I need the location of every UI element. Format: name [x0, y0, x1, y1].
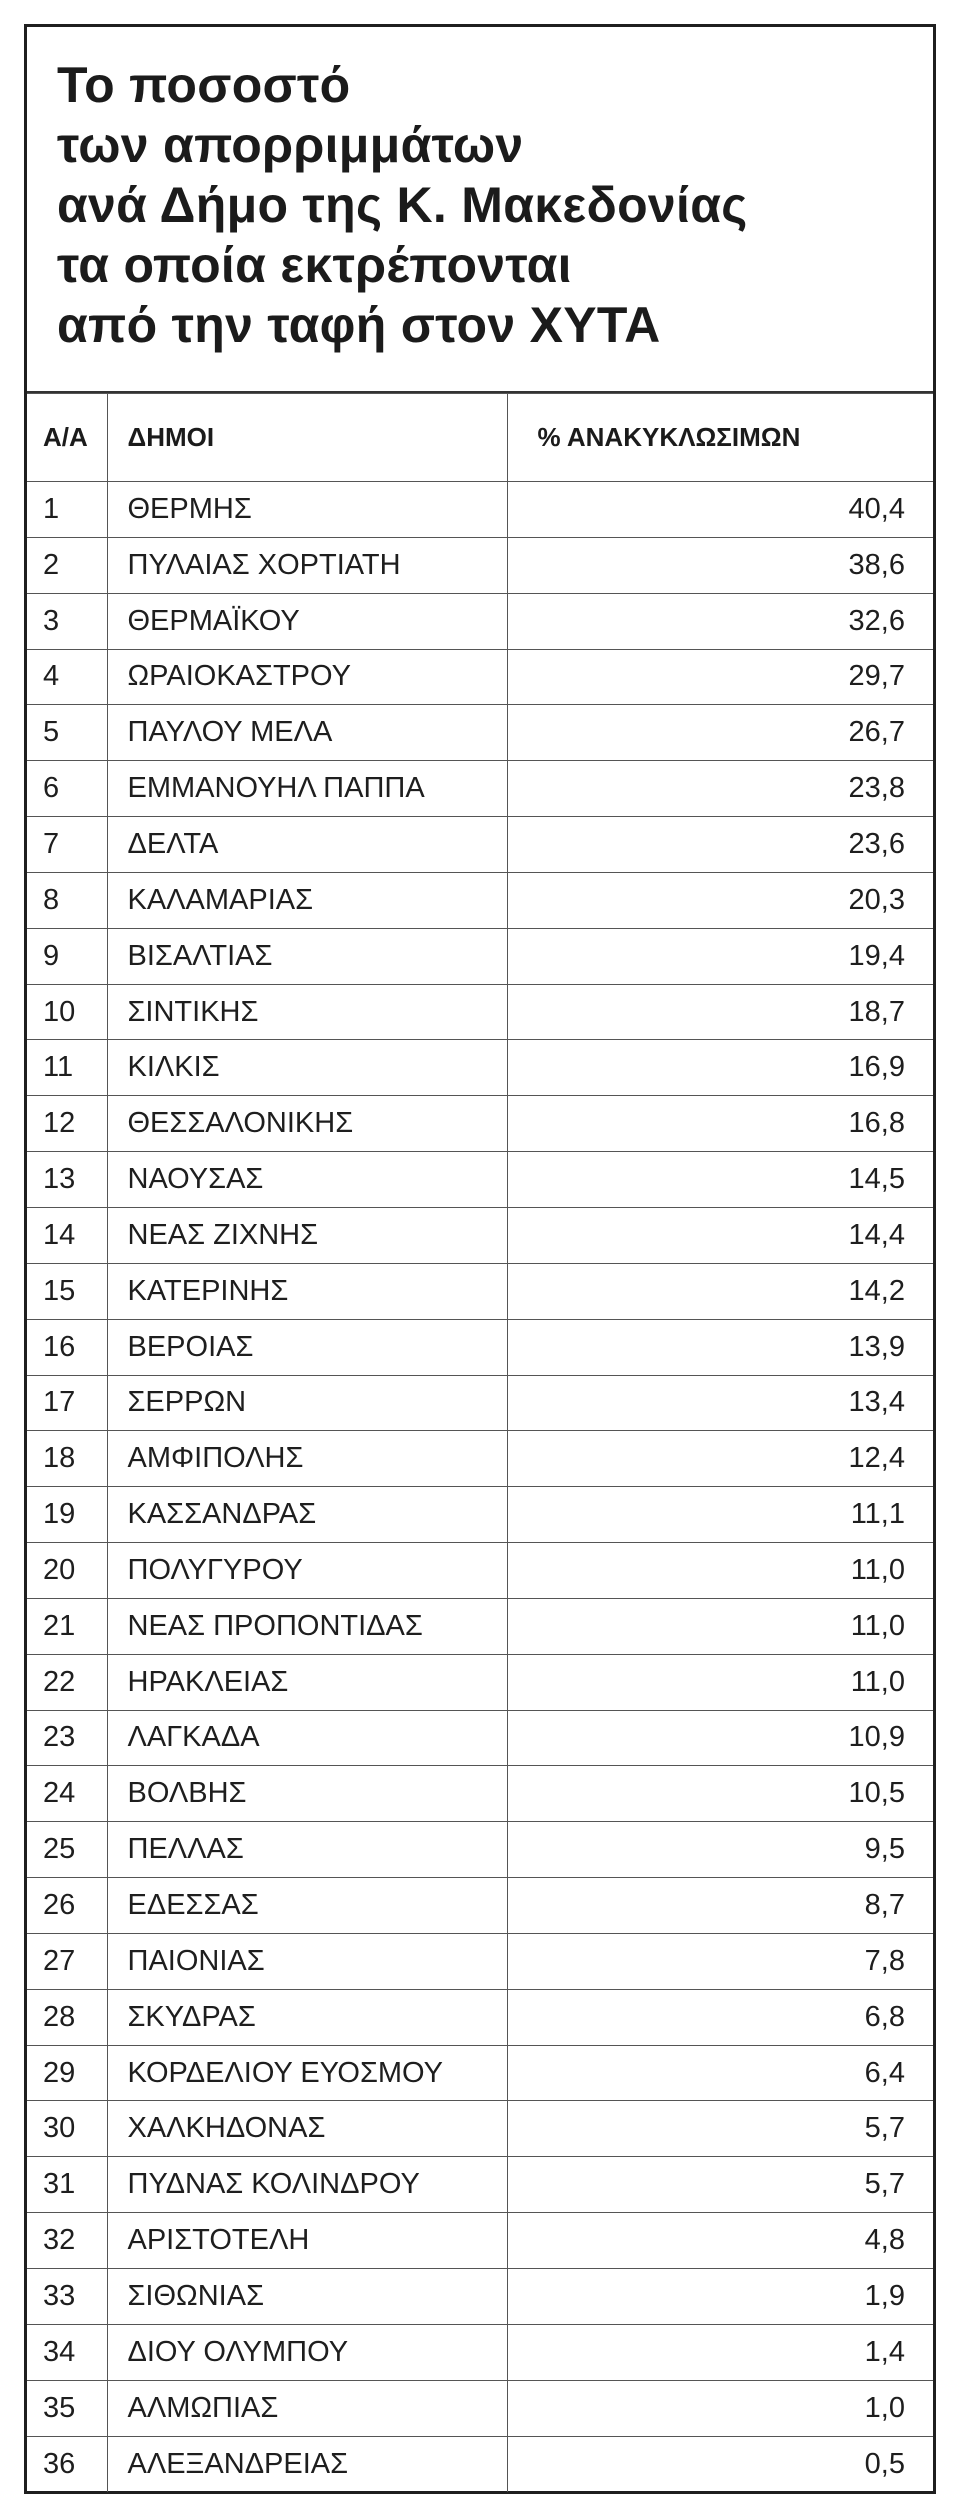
row-number-cell: 12 [27, 1096, 107, 1152]
recyclables-percent-cell: 20,3 [507, 872, 933, 928]
row-number-cell: 3 [27, 593, 107, 649]
row-number-cell: 6 [27, 761, 107, 817]
table-row [27, 1319, 933, 1375]
municipality-name-cell: ΑΛΜΩΠΙΑΣ [107, 2380, 507, 2436]
table-row [27, 761, 933, 817]
table-row [27, 2436, 933, 2492]
table-row [27, 1096, 933, 1152]
table-row [27, 2269, 933, 2325]
table-row [27, 872, 933, 928]
recyclables-percent-cell: 7,8 [507, 1933, 933, 1989]
recyclables-percent-cell: 19,4 [507, 928, 933, 984]
municipality-name-cell: ΑΛΕΞΑΝΔΡΕΙΑΣ [107, 2436, 507, 2492]
row-number-cell: 5 [27, 705, 107, 761]
municipality-name-cell: ΘΕΣΣΑΛΟΝΙΚΗΣ [107, 1096, 507, 1152]
row-number-cell: 28 [27, 1989, 107, 2045]
table-row [27, 2157, 933, 2213]
row-number-cell: 14 [27, 1207, 107, 1263]
row-number-cell: 34 [27, 2324, 107, 2380]
table-row [27, 1598, 933, 1654]
municipality-name-cell: ΣΚΥΔΡΑΣ [107, 1989, 507, 2045]
recyclables-percent-cell: 23,6 [507, 817, 933, 873]
recyclables-percent-cell: 16,9 [507, 1040, 933, 1096]
recyclables-percent-cell: 4,8 [507, 2213, 933, 2269]
municipality-name-cell: ΩΡΑΙΟΚΑΣΤΡΟΥ [107, 649, 507, 705]
title-line: από την ταφή στον ΧΥΤΑ [57, 297, 661, 353]
recyclables-percent-cell: 13,9 [507, 1319, 933, 1375]
municipality-name-cell: ΣΙΝΤΙΚΗΣ [107, 984, 507, 1040]
row-number-cell: 35 [27, 2380, 107, 2436]
table-row [27, 649, 933, 705]
municipality-name-cell: ΠΥΔΝΑΣ ΚΟΛΙΝΔΡΟΥ [107, 2157, 507, 2213]
row-number-cell: 4 [27, 649, 107, 705]
title-line: τα οποία εκτρέπονται [57, 237, 572, 293]
row-number-cell: 24 [27, 1766, 107, 1822]
row-number-cell: 7 [27, 817, 107, 873]
recyclables-percent-cell: 10,9 [507, 1710, 933, 1766]
table-row [27, 537, 933, 593]
row-number-cell: 29 [27, 2045, 107, 2101]
table-row [27, 2324, 933, 2380]
row-number-cell: 19 [27, 1487, 107, 1543]
table-row [27, 1822, 933, 1878]
municipality-name-cell: ΕΜΜΑΝΟΥΗΛ ΠΑΠΠΑ [107, 761, 507, 817]
table-row [27, 705, 933, 761]
row-number-cell: 9 [27, 928, 107, 984]
recyclables-percent-cell: 1,0 [507, 2380, 933, 2436]
table-row [27, 1487, 933, 1543]
recyclables-percent-cell: 38,6 [507, 537, 933, 593]
row-number-cell: 18 [27, 1431, 107, 1487]
row-number-cell: 15 [27, 1263, 107, 1319]
municipality-name-cell: ΛΑΓΚΑΔΑ [107, 1710, 507, 1766]
table-header-row [27, 394, 933, 482]
table-row [27, 1989, 933, 2045]
municipality-table [27, 393, 933, 2492]
recyclables-percent-cell: 14,4 [507, 1207, 933, 1263]
row-number-cell: 2 [27, 537, 107, 593]
municipality-name-cell: ΕΔΕΣΣΑΣ [107, 1878, 507, 1934]
municipality-name-cell: ΘΕΡΜΑΪΚΟΥ [107, 593, 507, 649]
table-row [27, 1375, 933, 1431]
table-row [27, 1431, 933, 1487]
row-number-cell: 36 [27, 2436, 107, 2492]
municipality-name-cell: ΗΡΑΚΛΕΙΑΣ [107, 1654, 507, 1710]
municipality-name-cell: ΧΑΛΚΗΔΟΝΑΣ [107, 2101, 507, 2157]
title-block [27, 27, 933, 393]
row-number-cell: 30 [27, 2101, 107, 2157]
row-number-cell: 1 [27, 482, 107, 538]
row-number-cell: 8 [27, 872, 107, 928]
municipality-name-cell: ΚΑΤΕΡΙΝΗΣ [107, 1263, 507, 1319]
recyclables-percent-cell: 16,8 [507, 1096, 933, 1152]
municipality-name-cell: ΑΜΦΙΠΟΛΗΣ [107, 1431, 507, 1487]
municipality-name-cell: ΑΡΙΣΤΟΤΕΛΗ [107, 2213, 507, 2269]
table-row [27, 1543, 933, 1599]
table-row [27, 1207, 933, 1263]
municipality-name-cell: ΚΑΛΑΜΑΡΙΑΣ [107, 872, 507, 928]
table-row [27, 1933, 933, 1989]
municipality-name-cell: ΠΑΙΟΝΙΑΣ [107, 1933, 507, 1989]
municipality-name-cell: ΝΕΑΣ ΖΙΧΝΗΣ [107, 1207, 507, 1263]
title-line: ανά Δήμο της Κ. Μακεδονίας [57, 177, 748, 233]
row-number-cell: 21 [27, 1598, 107, 1654]
row-number-cell: 23 [27, 1710, 107, 1766]
table-row [27, 1878, 933, 1934]
municipality-name-cell: ΠΟΛΥΓΥΡΟΥ [107, 1543, 507, 1599]
row-number-cell: 16 [27, 1319, 107, 1375]
municipality-name-cell: ΝΑΟΥΣΑΣ [107, 1152, 507, 1208]
table-row [27, 2045, 933, 2101]
recyclables-percent-cell: 11,0 [507, 1598, 933, 1654]
title-line: των απορριμμάτων [57, 117, 524, 173]
recyclables-percent-cell: 11,1 [507, 1487, 933, 1543]
recyclables-percent-cell: 26,7 [507, 705, 933, 761]
municipality-name-cell: ΔΙΟΥ ΟΛΥΜΠΟΥ [107, 2324, 507, 2380]
title-line: Το ποσοστό [57, 57, 351, 113]
recyclables-percent-cell: 1,9 [507, 2269, 933, 2325]
header-recyclables-percent: % ΑΝΑΚΥΚΛΩΣΙΜΩΝ [507, 394, 933, 482]
recyclables-percent-cell: 8,7 [507, 1878, 933, 1934]
row-number-cell: 26 [27, 1878, 107, 1934]
row-number-cell: 13 [27, 1152, 107, 1208]
recyclables-percent-cell: 1,4 [507, 2324, 933, 2380]
table-row [27, 1152, 933, 1208]
table-row [27, 928, 933, 984]
recyclables-percent-cell: 14,5 [507, 1152, 933, 1208]
recyclables-percent-cell: 32,6 [507, 593, 933, 649]
header-serial-number: Α/Α [27, 394, 107, 482]
document-frame [24, 24, 936, 2494]
municipality-name-cell: ΠΕΛΛΑΣ [107, 1822, 507, 1878]
recyclables-percent-cell: 23,8 [507, 761, 933, 817]
table-row [27, 2101, 933, 2157]
row-number-cell: 11 [27, 1040, 107, 1096]
row-number-cell: 31 [27, 2157, 107, 2213]
table-row [27, 1040, 933, 1096]
municipality-name-cell: ΚΟΡΔΕΛΙΟΥ ΕΥΟΣΜΟΥ [107, 2045, 507, 2101]
recyclables-percent-cell: 14,2 [507, 1263, 933, 1319]
row-number-cell: 22 [27, 1654, 107, 1710]
recyclables-percent-cell: 29,7 [507, 649, 933, 705]
row-number-cell: 10 [27, 984, 107, 1040]
municipality-name-cell: ΠΑΥΛΟΥ ΜΕΛΑ [107, 705, 507, 761]
municipality-name-cell: ΚΑΣΣΑΝΔΡΑΣ [107, 1487, 507, 1543]
recyclables-percent-cell: 12,4 [507, 1431, 933, 1487]
municipality-name-cell: ΠΥΛΑΙΑΣ ΧΟΡΤΙΑΤΗ [107, 537, 507, 593]
recyclables-percent-cell: 11,0 [507, 1543, 933, 1599]
row-number-cell: 25 [27, 1822, 107, 1878]
table-row [27, 2213, 933, 2269]
municipality-name-cell: ΒΙΣΑΛΤΙΑΣ [107, 928, 507, 984]
row-number-cell: 33 [27, 2269, 107, 2325]
table-row [27, 1263, 933, 1319]
table-row [27, 817, 933, 873]
table-row [27, 984, 933, 1040]
recyclables-percent-cell: 5,7 [507, 2157, 933, 2213]
recyclables-percent-cell: 0,5 [507, 2436, 933, 2492]
recyclables-percent-cell: 40,4 [507, 482, 933, 538]
table-row [27, 1654, 933, 1710]
table-body [27, 482, 933, 2492]
municipality-name-cell: ΘΕΡΜΗΣ [107, 482, 507, 538]
table-row [27, 1766, 933, 1822]
municipality-name-cell: ΣΕΡΡΩΝ [107, 1375, 507, 1431]
row-number-cell: 17 [27, 1375, 107, 1431]
recyclables-percent-cell: 18,7 [507, 984, 933, 1040]
municipality-name-cell: ΣΙΘΩΝΙΑΣ [107, 2269, 507, 2325]
municipality-name-cell: ΒΟΛΒΗΣ [107, 1766, 507, 1822]
table-row [27, 1710, 933, 1766]
municipality-name-cell: ΚΙΛΚΙΣ [107, 1040, 507, 1096]
row-number-cell: 20 [27, 1543, 107, 1599]
header-municipalities: ΔΗΜΟΙ [107, 394, 507, 482]
row-number-cell: 32 [27, 2213, 107, 2269]
table-row [27, 593, 933, 649]
recyclables-percent-cell: 5,7 [507, 2101, 933, 2157]
recyclables-percent-cell: 13,4 [507, 1375, 933, 1431]
table-row [27, 482, 933, 538]
municipality-name-cell: ΒΕΡΟΙΑΣ [107, 1319, 507, 1375]
recyclables-percent-cell: 9,5 [507, 1822, 933, 1878]
row-number-cell: 27 [27, 1933, 107, 1989]
table-row [27, 2380, 933, 2436]
recyclables-percent-cell: 6,4 [507, 2045, 933, 2101]
recyclables-percent-cell: 11,0 [507, 1654, 933, 1710]
municipality-name-cell: ΝΕΑΣ ΠΡΟΠΟΝΤΙΔΑΣ [107, 1598, 507, 1654]
recyclables-percent-cell: 6,8 [507, 1989, 933, 2045]
recyclables-percent-cell: 10,5 [507, 1766, 933, 1822]
municipality-name-cell: ΔΕΛΤΑ [107, 817, 507, 873]
